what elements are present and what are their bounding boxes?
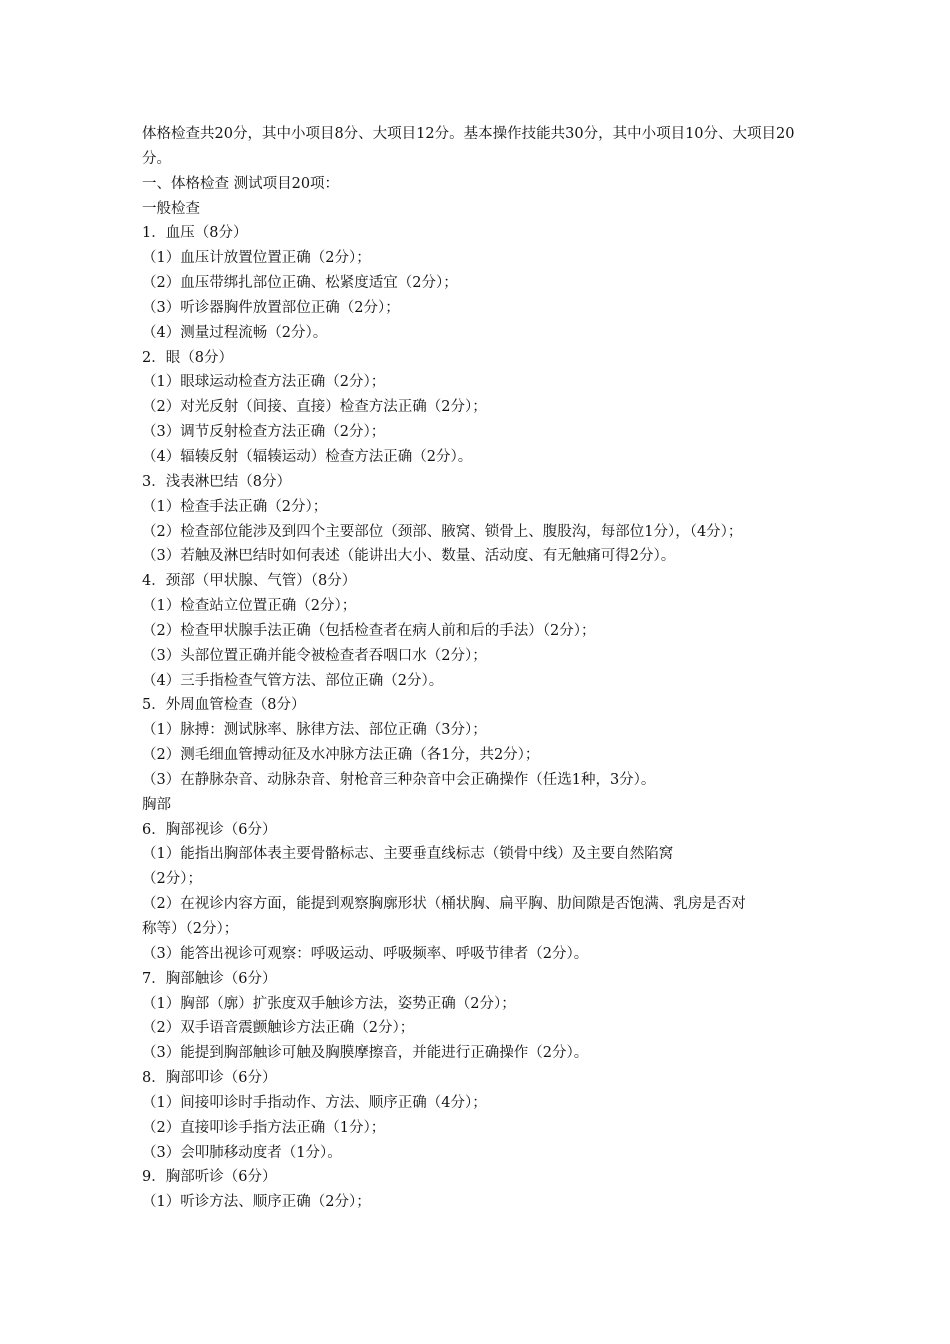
document-line: （4）测量过程流畅（2分）。 [142, 324, 328, 341]
document-line: 胸部 [142, 796, 171, 813]
document-line: 2．眼（8分） [142, 349, 233, 366]
document-line: （4）辐辏反射（辐辏运动）检查方法正确（2分）。 [142, 448, 473, 465]
document-line: （3）会叩肺移动度者（1分）。 [142, 1144, 342, 1161]
document-line: 一、体格检查 测试项目20项： [142, 175, 340, 192]
document-line: （2）双手语音震颤触诊方法正确（2分）； [142, 1020, 415, 1037]
document-line: 9．胸部听诊（6分） [142, 1169, 277, 1186]
document-line: （1）间接叩诊时手指动作、方法、顺序正确（4分）； [142, 1094, 487, 1111]
document-line: （1）胸部（廓）扩张度双手触诊方法，姿势正确（2分）； [142, 995, 516, 1012]
document-page [142, 122, 822, 1215]
document-line: 8．胸部叩诊（6分） [142, 1070, 277, 1087]
document-line: （1）听诊方法、顺序正确（2分）； [142, 1194, 371, 1211]
document-line: （2）对光反射（间接、直接）检查方法正确（2分）； [142, 399, 487, 416]
document-line: （1）脉搏：测试脉率、脉律方法、部位正确（3分）； [142, 722, 487, 739]
document-line: 3．浅表淋巴结（8分） [142, 473, 291, 490]
document-line: （2）检查甲状腺手法正确（包括检查者在病人前和后的手法）（2分）； [142, 622, 596, 639]
document-line: （2）直接叩诊手指方法正确（1分）； [142, 1119, 386, 1136]
document-line: （2）检查部位能涉及到四个主要部位（颈部、腋窝、锁骨上、腹股沟，每部位1分），（4分）； [142, 523, 743, 540]
document-line: （3）若触及淋巴结时如何表述（能讲出大小、数量、活动度、有无触痛可得2分）。 [142, 548, 676, 565]
document-line: （2分）； [142, 871, 202, 888]
document-body [142, 172, 822, 1215]
document-line: （3）能提到胸部触诊可触及胸膜摩擦音，并能进行正确操作（2分）。 [142, 1045, 589, 1062]
document-line: （3）调节反射检查方法正确（2分）； [142, 424, 386, 441]
document-line: （1）能指出胸部体表主要骨骼标志、主要垂直线标志（锁骨中线）及主要自然陷窝 [142, 846, 674, 863]
document-line: （1）血压计放置位置正确（2分）； [142, 250, 371, 267]
document-line: （2）在视诊内容方面，能提到观察胸廓形状（桶状胸、扁平胸、肋间隙是否饱满、乳房是否对 [142, 896, 746, 913]
document-line: （4）三手指检查气管方法、部位正确（2分）。 [142, 672, 444, 689]
document-line: 1．血压（8分） [142, 225, 248, 242]
document-line: （1）检查站立位置正确（2分）； [142, 598, 357, 615]
document-line: （2）测毛细血管搏动征及水冲脉方法正确（各1分，共2分）； [142, 747, 540, 764]
document-line: （3）听诊器胸件放置部位正确（2分）； [142, 299, 400, 316]
intro-paragraph: 体格检查共20分，其中小项目8分、大项目12分。基本操作技能共30分，其中小项目10分、大项目20分。 [142, 126, 795, 167]
document-line: 4．颈部（甲状腺、气管）（8分） [142, 573, 357, 590]
document-line: （3）在静脉杂音、动脉杂音、射枪音三种杂音中会正确操作（任选1种，3分）。 [142, 771, 656, 788]
document-line: 一般检查 [142, 200, 200, 217]
document-line: （2）血压带绑扎部位正确、松紧度适宜（2分）； [142, 275, 458, 292]
document-line: 5．外周血管检查（8分） [142, 697, 306, 714]
document-line: 6．胸部视诊（6分） [142, 821, 277, 838]
document-line: （3）能答出视诊可观察：呼吸运动、呼吸频率、呼吸节律者（2分）。 [142, 945, 589, 962]
document-line: （1）检查手法正确（2分）； [142, 498, 328, 515]
document-line: 称等）（2分）； [142, 921, 239, 937]
document-line: （3）头部位置正确并能令被检查者吞咽口水（2分）； [142, 647, 487, 664]
document-line: 7．胸部触诊（6分） [142, 970, 277, 987]
document-line: （1）眼球运动检查方法正确（2分）； [142, 374, 386, 391]
